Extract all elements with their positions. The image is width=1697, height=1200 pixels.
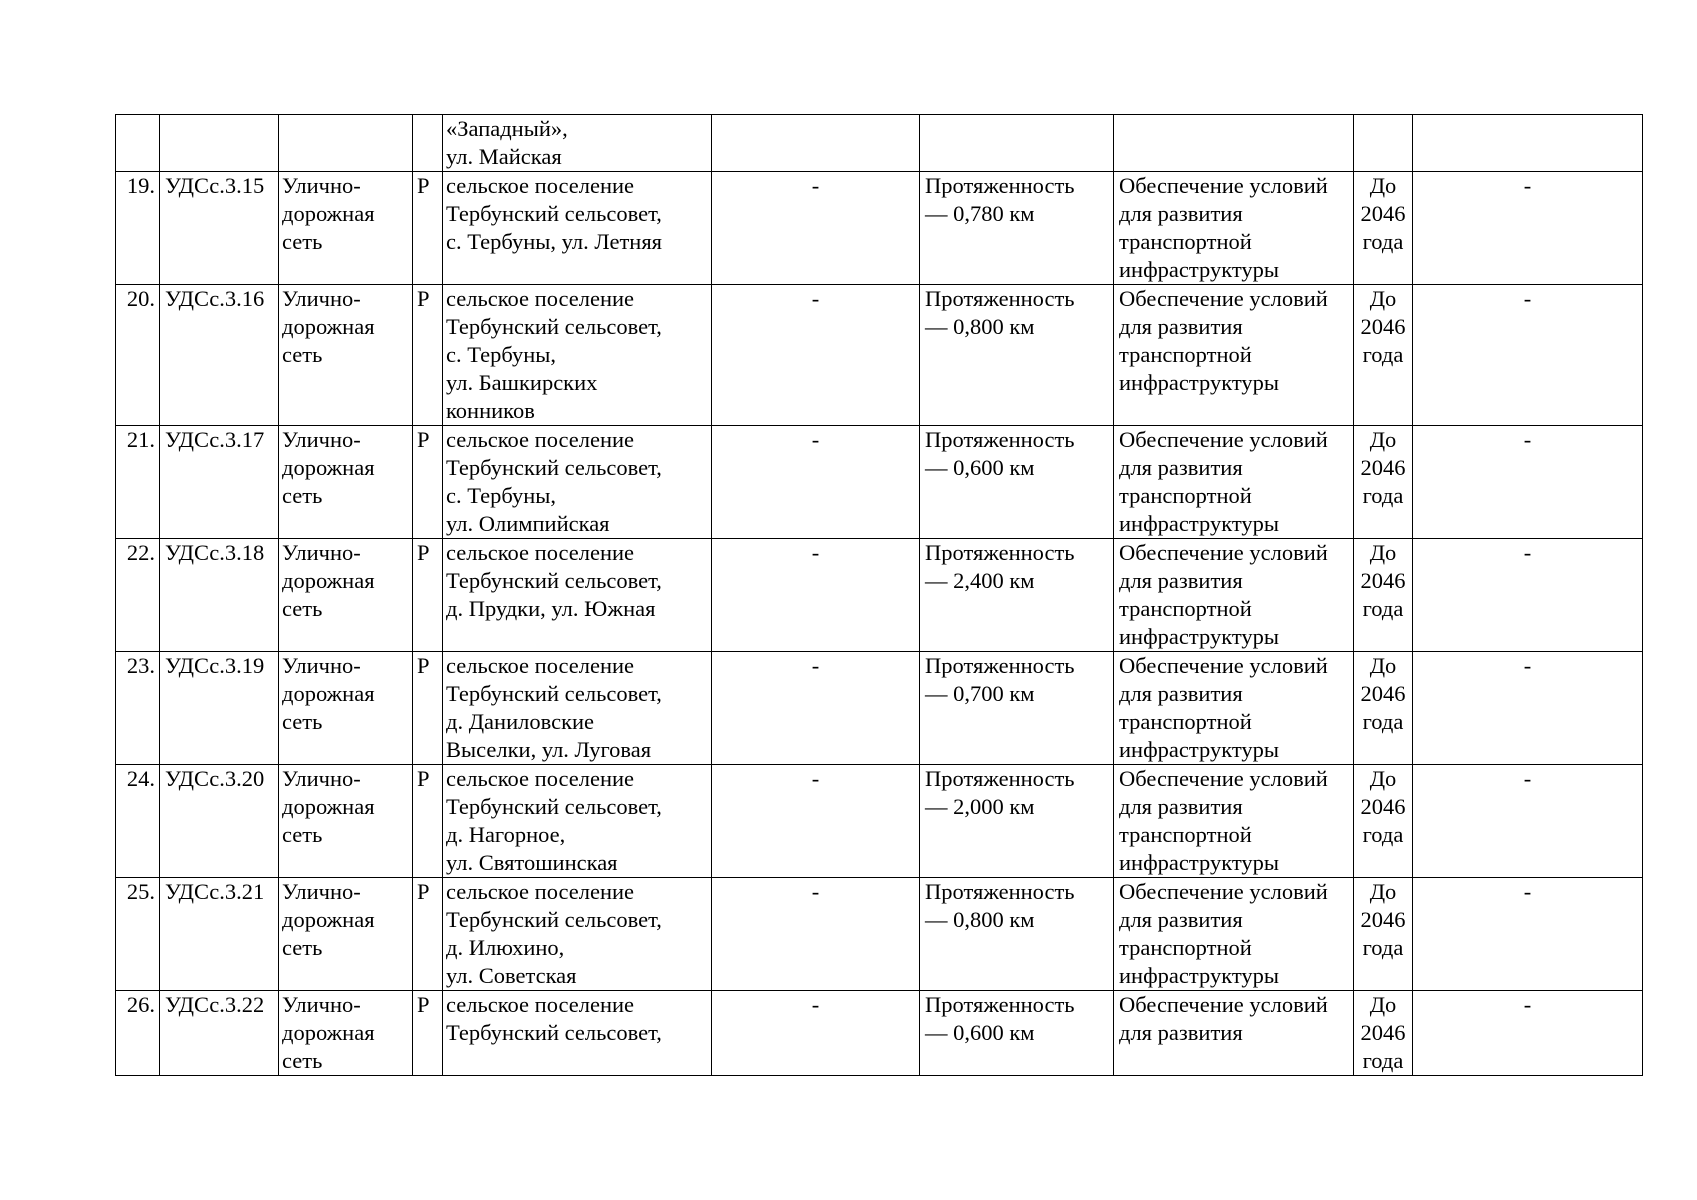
object-location-line: ул. Майская xyxy=(446,144,562,169)
object-purpose-line: для развития xyxy=(1119,455,1243,480)
object-location-line: сельское поселение xyxy=(446,766,635,791)
row-number: 19. xyxy=(116,172,160,285)
object-code: УДСс.3.19 xyxy=(160,652,279,765)
object-parameters xyxy=(920,426,1114,539)
object-location xyxy=(443,115,712,172)
row-number: 24. xyxy=(116,765,160,878)
table-row xyxy=(116,172,1643,285)
object-type-line: дорожная xyxy=(282,568,375,593)
object-location-line: Тербунский сельсовет, xyxy=(446,314,662,339)
object-location xyxy=(443,878,712,991)
object-term-line: 2046 xyxy=(1360,568,1406,593)
object-type-line: Улично- xyxy=(282,879,361,904)
object-purpose-line: инфраструктуры xyxy=(1119,850,1279,875)
object-term xyxy=(1354,878,1413,991)
object-location-line: д. Илюхино, xyxy=(446,935,565,960)
object-parameters-line: — 0,800 км xyxy=(925,314,1035,339)
object-significance: Р xyxy=(413,426,443,539)
object-term-line: года xyxy=(1362,935,1404,960)
object-purpose-line: инфраструктуры xyxy=(1119,257,1279,282)
object-code: УДСс.3.17 xyxy=(160,426,279,539)
object-purpose xyxy=(1114,115,1354,172)
object-location-line: сельское поселение xyxy=(446,540,635,565)
object-purpose-line: для развития xyxy=(1119,794,1243,819)
object-parameters-line: — 2,400 км xyxy=(925,568,1035,593)
object-parameters-line: — 0,600 км xyxy=(925,455,1035,480)
object-note: - xyxy=(1413,285,1643,426)
object-parameters-line: — 0,780 км xyxy=(925,201,1035,226)
object-location-line: сельское поселение xyxy=(446,653,635,678)
object-significance: Р xyxy=(413,285,443,426)
object-location-line: Тербунский сельсовет, xyxy=(446,201,662,226)
object-type-line: сеть xyxy=(282,709,323,734)
object-purpose-line: Обеспечение условий xyxy=(1119,173,1328,198)
object-term xyxy=(1354,285,1413,426)
table-row xyxy=(116,285,1643,426)
object-purpose-line: для развития xyxy=(1119,314,1243,339)
object-type-line: сеть xyxy=(282,229,323,254)
object-column-6: - xyxy=(712,652,920,765)
object-parameters-line: — 2,000 км xyxy=(925,794,1035,819)
object-term-line: 2046 xyxy=(1360,201,1406,226)
object-significance: Р xyxy=(413,652,443,765)
object-purpose-line: для развития xyxy=(1119,201,1243,226)
object-location-line: ул. Святошинская xyxy=(446,850,618,875)
object-parameters-line: Протяженность xyxy=(925,540,1075,565)
object-purpose-line: для развития xyxy=(1119,568,1243,593)
object-purpose-line: Обеспечение условий xyxy=(1119,766,1328,791)
object-type xyxy=(279,285,413,426)
object-term-line: До xyxy=(1369,766,1397,791)
object-term xyxy=(1354,765,1413,878)
object-term xyxy=(1354,115,1413,172)
object-purpose-line: инфраструктуры xyxy=(1119,511,1279,536)
object-term xyxy=(1354,426,1413,539)
object-type-line: сеть xyxy=(282,822,323,847)
object-significance: Р xyxy=(413,991,443,1076)
object-note: - xyxy=(1413,991,1643,1076)
object-code: УДСс.3.22 xyxy=(160,991,279,1076)
object-term-line: года xyxy=(1362,229,1404,254)
object-location-line: ул. Советская xyxy=(446,963,577,988)
object-term xyxy=(1354,172,1413,285)
object-location-line: Тербунский сельсовет, xyxy=(446,1020,662,1045)
object-type-line: дорожная xyxy=(282,907,375,932)
object-purpose-line: Обеспечение условий xyxy=(1119,992,1328,1017)
object-parameters xyxy=(920,285,1114,426)
object-type-line: Улично- xyxy=(282,173,361,198)
object-purpose xyxy=(1114,172,1354,285)
object-parameters xyxy=(920,765,1114,878)
object-significance: Р xyxy=(413,765,443,878)
object-code: УДСс.3.21 xyxy=(160,878,279,991)
object-note: - xyxy=(1413,172,1643,285)
object-type xyxy=(279,878,413,991)
object-location-line: Тербунский сельсовет, xyxy=(446,681,662,706)
row-number: 20. xyxy=(116,285,160,426)
object-parameters-line: Протяженность xyxy=(925,173,1075,198)
object-type-line: Улично- xyxy=(282,766,361,791)
object-parameters-line: Протяженность xyxy=(925,286,1075,311)
object-parameters xyxy=(920,652,1114,765)
object-type-line: Улично- xyxy=(282,286,361,311)
object-term-line: 2046 xyxy=(1360,455,1406,480)
object-location-line: с. Тербуны, ул. Летняя xyxy=(446,229,663,254)
object-location xyxy=(443,172,712,285)
object-purpose-line: Обеспечение условий xyxy=(1119,653,1328,678)
object-column-6: - xyxy=(712,285,920,426)
row-number: 22. xyxy=(116,539,160,652)
object-term-line: года xyxy=(1362,596,1404,621)
object-purpose-line: транспортной xyxy=(1119,709,1252,734)
object-location-line: ул. Олимпийская xyxy=(446,511,610,536)
object-column-6: - xyxy=(712,991,920,1076)
object-purpose xyxy=(1114,426,1354,539)
object-term-line: До xyxy=(1369,992,1397,1017)
object-location-line: д. Даниловские xyxy=(446,709,595,734)
object-location-line: сельское поселение xyxy=(446,879,635,904)
object-term-line: 2046 xyxy=(1360,314,1406,339)
object-code: УДСс.3.16 xyxy=(160,285,279,426)
object-parameters-line: Протяженность xyxy=(925,427,1075,452)
object-type xyxy=(279,991,413,1076)
row-number xyxy=(116,115,160,172)
object-purpose-line: инфраструктуры xyxy=(1119,963,1279,988)
object-location xyxy=(443,539,712,652)
object-location-line: с. Тербуны, xyxy=(446,483,556,508)
object-term-line: 2046 xyxy=(1360,794,1406,819)
table-row xyxy=(116,765,1643,878)
object-location-line: конников xyxy=(446,398,535,423)
object-parameters xyxy=(920,115,1114,172)
object-location-line: д. Прудки, ул. Южная xyxy=(446,596,656,621)
object-term-line: До xyxy=(1369,427,1397,452)
object-type-line: сеть xyxy=(282,596,323,621)
object-significance: Р xyxy=(413,172,443,285)
object-term-line: года xyxy=(1362,822,1404,847)
row-number: 21. xyxy=(116,426,160,539)
object-parameters-line: — 0,600 км xyxy=(925,1020,1035,1045)
object-type-line: сеть xyxy=(282,935,323,960)
object-purpose-line: инфраструктуры xyxy=(1119,737,1279,762)
object-location-line: с. Тербуны, xyxy=(446,342,556,367)
object-type-line: дорожная xyxy=(282,455,375,480)
object-location-line: Тербунский сельсовет, xyxy=(446,568,662,593)
object-location-line: сельское поселение xyxy=(446,992,635,1017)
object-note: - xyxy=(1413,539,1643,652)
table-row xyxy=(116,539,1643,652)
object-type-line: дорожная xyxy=(282,1020,375,1045)
object-significance: Р xyxy=(413,539,443,652)
object-purpose-line: транспортной xyxy=(1119,596,1252,621)
object-purpose-line: инфраструктуры xyxy=(1119,370,1279,395)
object-purpose xyxy=(1114,991,1354,1076)
table-row xyxy=(116,878,1643,991)
object-purpose-line: Обеспечение условий xyxy=(1119,879,1328,904)
object-term-line: года xyxy=(1362,709,1404,734)
object-term xyxy=(1354,652,1413,765)
object-type-line: Улично- xyxy=(282,653,361,678)
object-location-line: «Западный», xyxy=(446,116,568,141)
object-note: - xyxy=(1413,878,1643,991)
object-parameters-line: Протяженность xyxy=(925,653,1075,678)
object-location xyxy=(443,285,712,426)
object-purpose-line: Обеспечение условий xyxy=(1119,427,1328,452)
object-code: УДСс.3.20 xyxy=(160,765,279,878)
row-number: 26. xyxy=(116,991,160,1076)
table-body xyxy=(116,115,1643,1076)
object-location-line: д. Нагорное, xyxy=(446,822,566,847)
object-purpose xyxy=(1114,878,1354,991)
object-purpose-line: транспортной xyxy=(1119,935,1252,960)
object-type-line: дорожная xyxy=(282,201,375,226)
object-column-6 xyxy=(712,115,920,172)
object-type-line: сеть xyxy=(282,342,323,367)
object-purpose xyxy=(1114,765,1354,878)
object-location-line: ул. Башкирских xyxy=(446,370,598,395)
object-parameters-line: — 0,700 км xyxy=(925,681,1035,706)
table-row xyxy=(116,991,1643,1076)
object-term-line: До xyxy=(1369,173,1397,198)
object-type-line: сеть xyxy=(282,1048,323,1073)
object-code: УДСс.3.15 xyxy=(160,172,279,285)
object-term xyxy=(1354,539,1413,652)
object-location-line: Тербунский сельсовет, xyxy=(446,794,662,819)
object-term-line: 2046 xyxy=(1360,681,1406,706)
object-location-line: Тербунский сельсовет, xyxy=(446,907,662,932)
object-column-6: - xyxy=(712,765,920,878)
object-purpose-line: для развития xyxy=(1119,907,1243,932)
object-type xyxy=(279,172,413,285)
object-purpose-line: для развития xyxy=(1119,1020,1243,1045)
object-type-line: Улично- xyxy=(282,992,361,1017)
object-code: УДСс.3.18 xyxy=(160,539,279,652)
object-type xyxy=(279,539,413,652)
object-purpose xyxy=(1114,285,1354,426)
object-parameters xyxy=(920,991,1114,1076)
object-location-line: Выселки, ул. Луговая xyxy=(446,737,652,762)
object-type xyxy=(279,652,413,765)
table-row xyxy=(116,115,1643,172)
object-type-line: дорожная xyxy=(282,314,375,339)
object-term-line: 2046 xyxy=(1360,1020,1406,1045)
object-purpose-line: Обеспечение условий xyxy=(1119,286,1328,311)
object-purpose-line: Обеспечение условий xyxy=(1119,540,1328,565)
object-purpose-line: транспортной xyxy=(1119,342,1252,367)
object-term-line: 2046 xyxy=(1360,907,1406,932)
object-location-line: Тербунский сельсовет, xyxy=(446,455,662,480)
object-term-line: До xyxy=(1369,879,1397,904)
object-parameters-line: Протяженность xyxy=(925,992,1075,1017)
table-row xyxy=(116,426,1643,539)
object-term xyxy=(1354,991,1413,1076)
object-term-line: До xyxy=(1369,540,1397,565)
object-purpose xyxy=(1114,652,1354,765)
object-type-line: дорожная xyxy=(282,681,375,706)
object-type-line: Улично- xyxy=(282,540,361,565)
object-parameters xyxy=(920,172,1114,285)
object-column-6: - xyxy=(712,878,920,991)
object-term-line: До xyxy=(1369,653,1397,678)
object-location xyxy=(443,765,712,878)
object-note: - xyxy=(1413,652,1643,765)
object-parameters-line: Протяженность xyxy=(925,766,1075,791)
object-column-6: - xyxy=(712,172,920,285)
table-row xyxy=(116,652,1643,765)
object-type xyxy=(279,426,413,539)
object-term-line: года xyxy=(1362,342,1404,367)
object-purpose-line: транспортной xyxy=(1119,483,1252,508)
object-location-line: сельское поселение xyxy=(446,173,635,198)
object-location-line: сельское поселение xyxy=(446,286,635,311)
object-column-6: - xyxy=(712,426,920,539)
object-significance xyxy=(413,115,443,172)
object-parameters-line: Протяженность xyxy=(925,879,1075,904)
object-term-line: До xyxy=(1369,286,1397,311)
object-location-line: сельское поселение xyxy=(446,427,635,452)
objects-table xyxy=(115,114,1643,1076)
object-parameters-line: — 0,800 км xyxy=(925,907,1035,932)
object-note: - xyxy=(1413,765,1643,878)
row-number: 25. xyxy=(116,878,160,991)
object-location xyxy=(443,652,712,765)
object-parameters xyxy=(920,878,1114,991)
object-purpose-line: для развития xyxy=(1119,681,1243,706)
object-note: - xyxy=(1413,426,1643,539)
object-term-line: года xyxy=(1362,1048,1404,1073)
object-term-line: года xyxy=(1362,483,1404,508)
object-type-line: сеть xyxy=(282,483,323,508)
object-code xyxy=(160,115,279,172)
object-parameters xyxy=(920,539,1114,652)
object-purpose xyxy=(1114,539,1354,652)
object-significance: Р xyxy=(413,878,443,991)
object-location xyxy=(443,426,712,539)
object-location xyxy=(443,991,712,1076)
object-purpose-line: инфраструктуры xyxy=(1119,624,1279,649)
object-type-line: дорожная xyxy=(282,794,375,819)
object-note xyxy=(1413,115,1643,172)
row-number: 23. xyxy=(116,652,160,765)
object-type xyxy=(279,115,413,172)
object-purpose-line: транспортной xyxy=(1119,229,1252,254)
object-type xyxy=(279,765,413,878)
object-column-6: - xyxy=(712,539,920,652)
object-purpose-line: транспортной xyxy=(1119,822,1252,847)
object-type-line: Улично- xyxy=(282,427,361,452)
